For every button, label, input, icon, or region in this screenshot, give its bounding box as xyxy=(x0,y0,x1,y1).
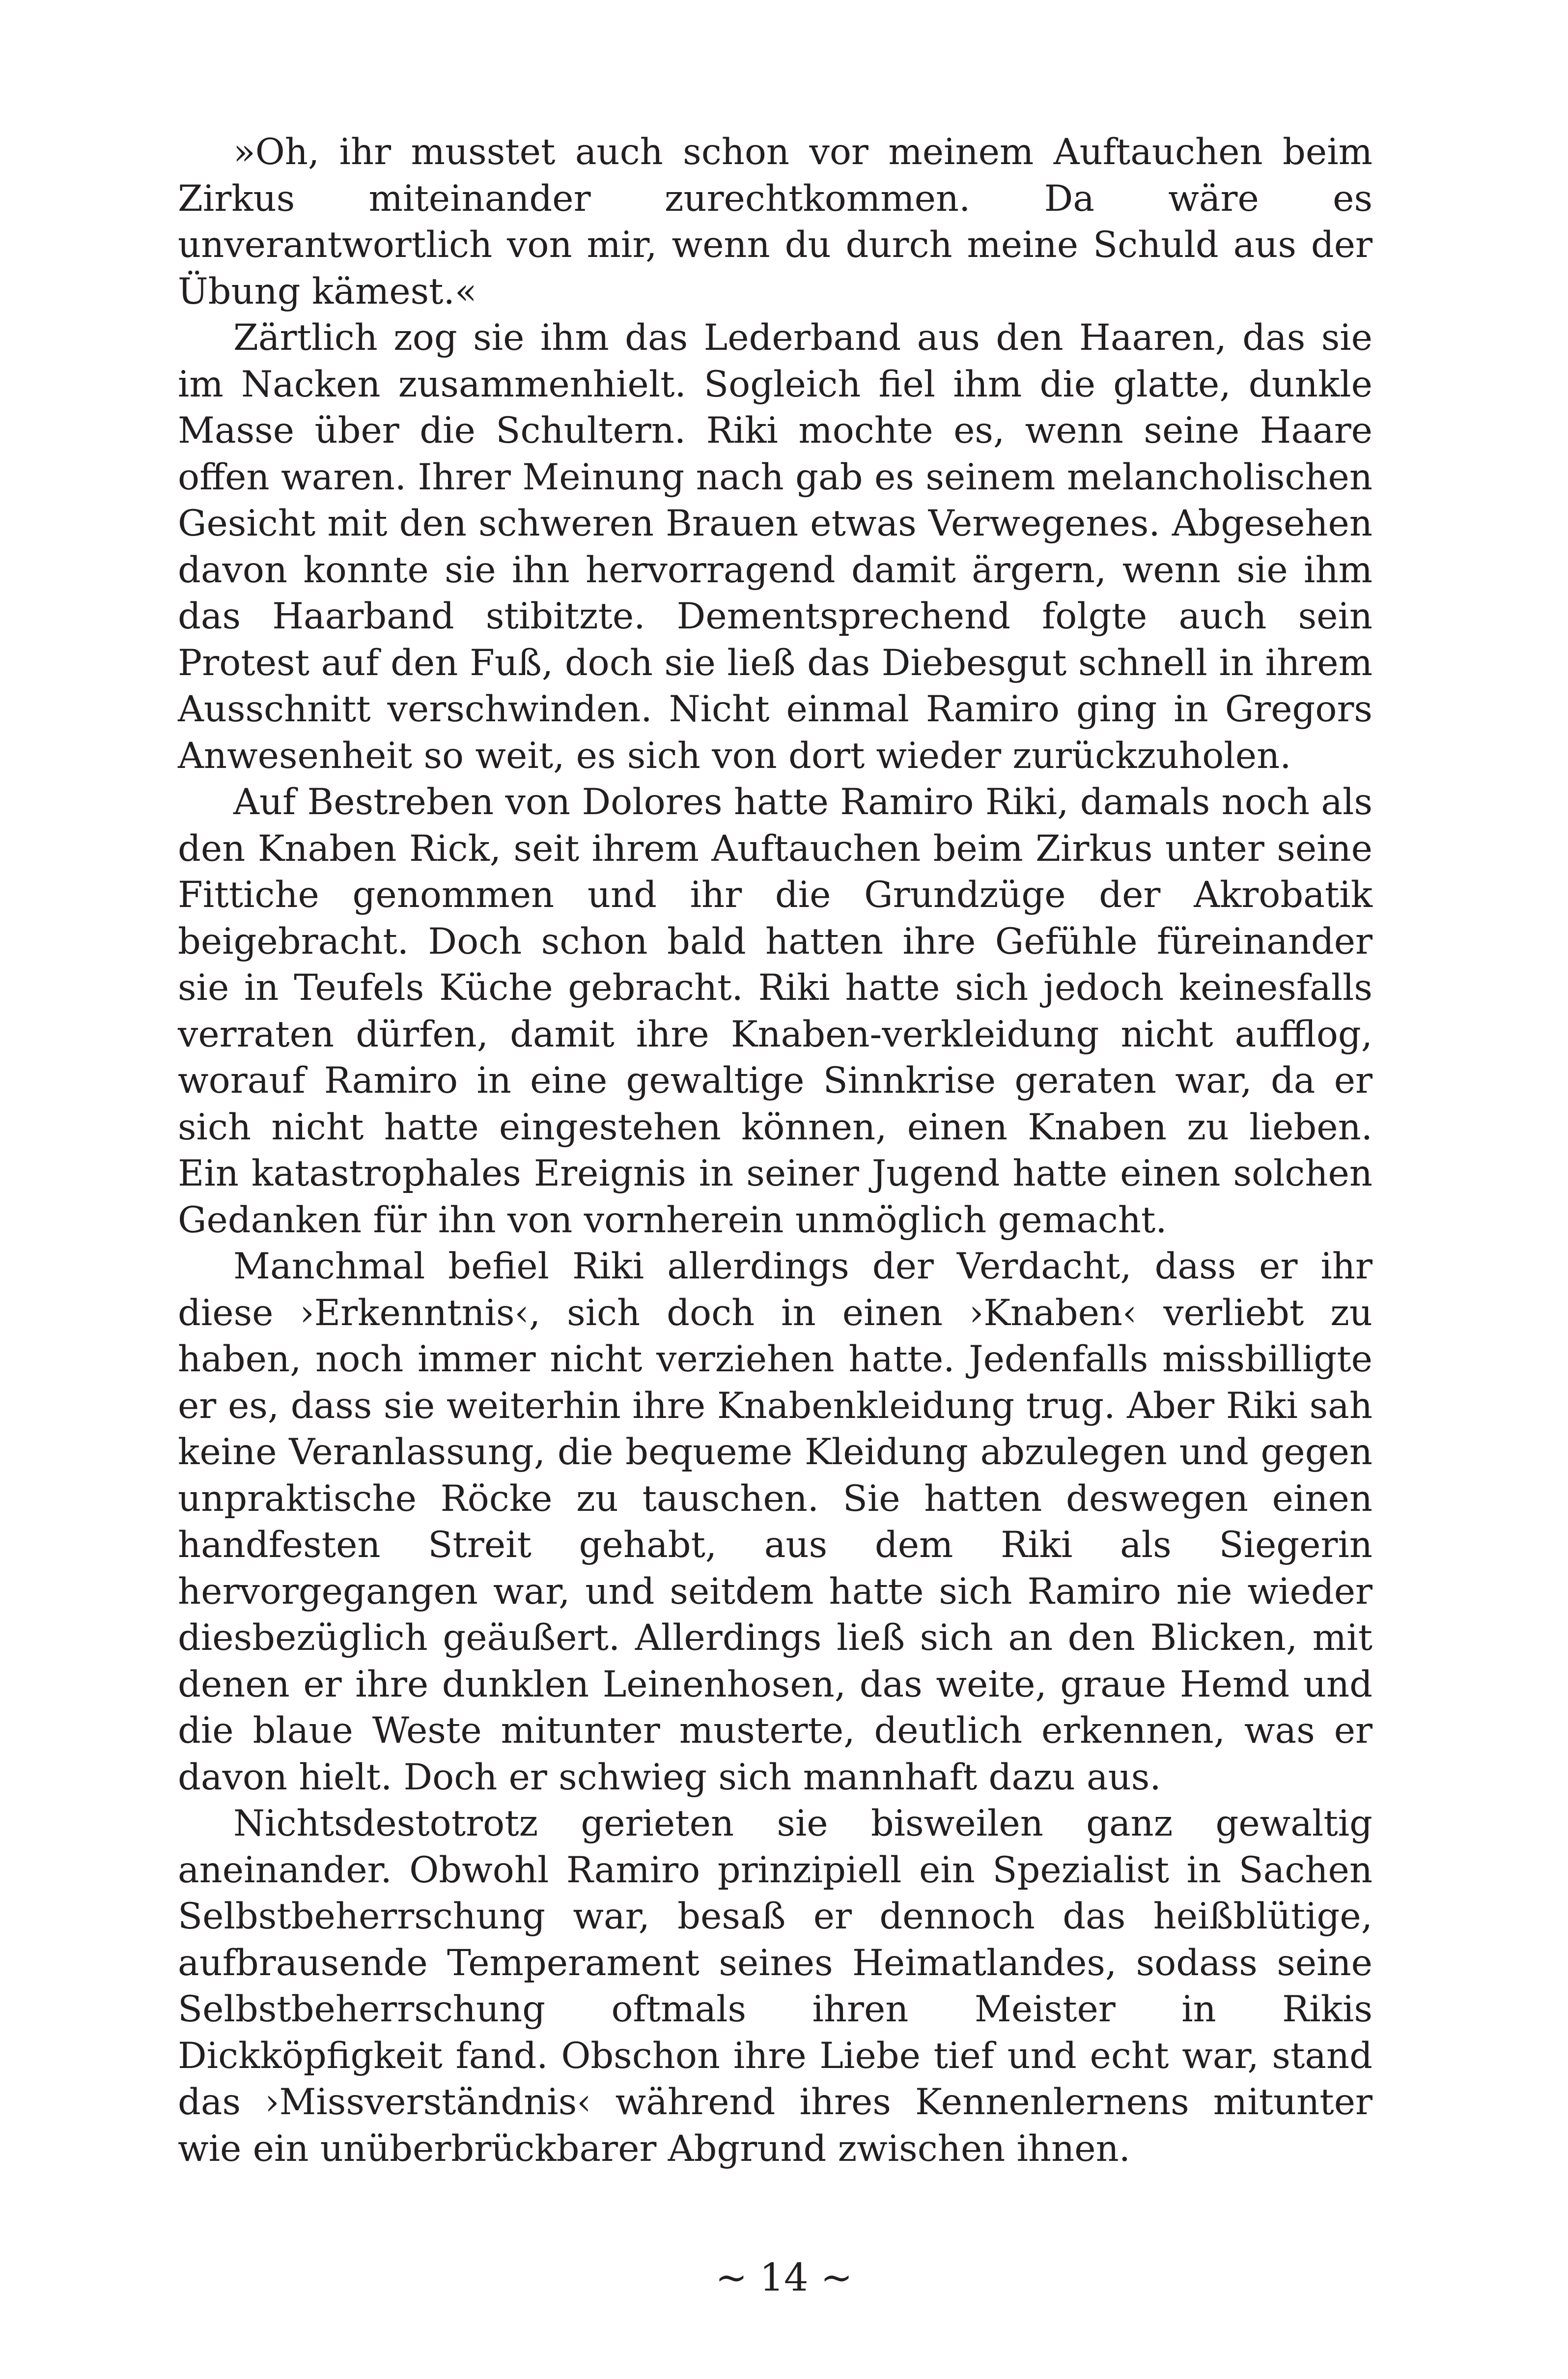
paragraph-4: Manchmal befiel Riki allerdings der Verdacht, dass er ihr diese ›Erkenntnis‹, sich doch in einen ›Knaben‹ verliebt zu haben, noch immer nicht verziehen hatte. Jedenfalls missbilligte er es, dass sie weiterhin ihre Knabenkleidung trug. Aber Riki sah keine Veranlassung, die bequeme Kleidung abzulegen und gegen unpraktische Röcke zu tauschen. Sie hatten deswegen einen handfesten Streit gehabt, aus dem Riki als Siegerin hervorgegangen war, und seitdem hatte sich Ramiro nie wieder diesbezüglich geäußert. Allerdings ließ sich an den Blicken, mit denen er ihre dunklen Leinenhosen, das weite, graue Hemd und die blaue Weste mitunter musterte, deutlich erkennen, was er davon hielt. Doch er schwieg sich mannhaft dazu aus. xyxy=(178,1246,1372,1798)
body-text xyxy=(178,129,1372,2172)
paragraph-2: Zärtlich zog sie ihm das Lederband aus den Haaren, das sie im Nacken zusammenhielt. Sogleich fiel ihm die glatte, dunkle Masse über die Schultern. Riki mochte es, wenn seine Haare offen waren. Ihrer Meinung nach gab es seinem melancholischen Gesicht mit den schweren Brauen etwas Verwegenes. Abgesehen davon konnte sie ihn hervorragend damit ärgern, wenn sie ihm das Haarband stibitzte. Dementsprechend folgte auch sein Protest auf den Fuß, doch sie ließ das Diebesgut schnell in ihrem Ausschnitt verschwinden. Nicht einmal Ramiro ging in Gregors Anwesenheit so weit, es sich von dort wieder zurückzuholen. xyxy=(178,317,1372,777)
paragraph-5: Nichtsdestotrotz gerieten sie bisweilen ganz gewaltig aneinander. Obwohl Ramiro prinzipiell ein Spezialist in Sachen Selbstbeherrschung war, besaß er dennoch das heißblütige, aufbrausende Temperament seines Heimatlandes, sodass seine Selbstbeherrschung oftmals ihren Meister in Rikis Dickköpfigkeit fand. Obschon ihre Liebe tief und echt war, stand das ›Missverständnis‹ während ihres Kennenlernens mitunter wie ein unüberbrückbarer Abgrund zwischen ihnen. xyxy=(178,1803,1372,2170)
paragraph-1: »Oh, ihr musstet auch schon vor meinem Auftauchen beim Zirkus miteinander zurechtkommen. Da wäre es unverantwortlich von mir, wenn du durch meine Schuld aus der Übung kämest.« xyxy=(178,131,1372,312)
paragraph-3: Auf Bestreben von Dolores hatte Ramiro Riki, damals noch als den Knaben Rick, seit ihrem Auftauchen beim Zirkus unter seine Fittiche genommen und ihr die Grundzüge der Akrobatik beigebracht. Doch schon bald hatten ihre Gefühle füreinander sie in Teufels Küche gebracht. Riki hatte sich jedoch keinesfalls verraten dürfen, damit ihre Knaben-verkleidung nicht aufflog, worauf Ramiro in eine gewaltige Sinnkrise geraten war, da er sich nicht hatte eingestehen können, einen Knaben zu lieben. Ein katastrophales Ereignis in seiner Jugend hatte einen solchen Gedanken für ihn von vornherein unmöglich gemacht. xyxy=(178,781,1372,1241)
page-number: ~ 14 ~ xyxy=(715,2256,853,2300)
